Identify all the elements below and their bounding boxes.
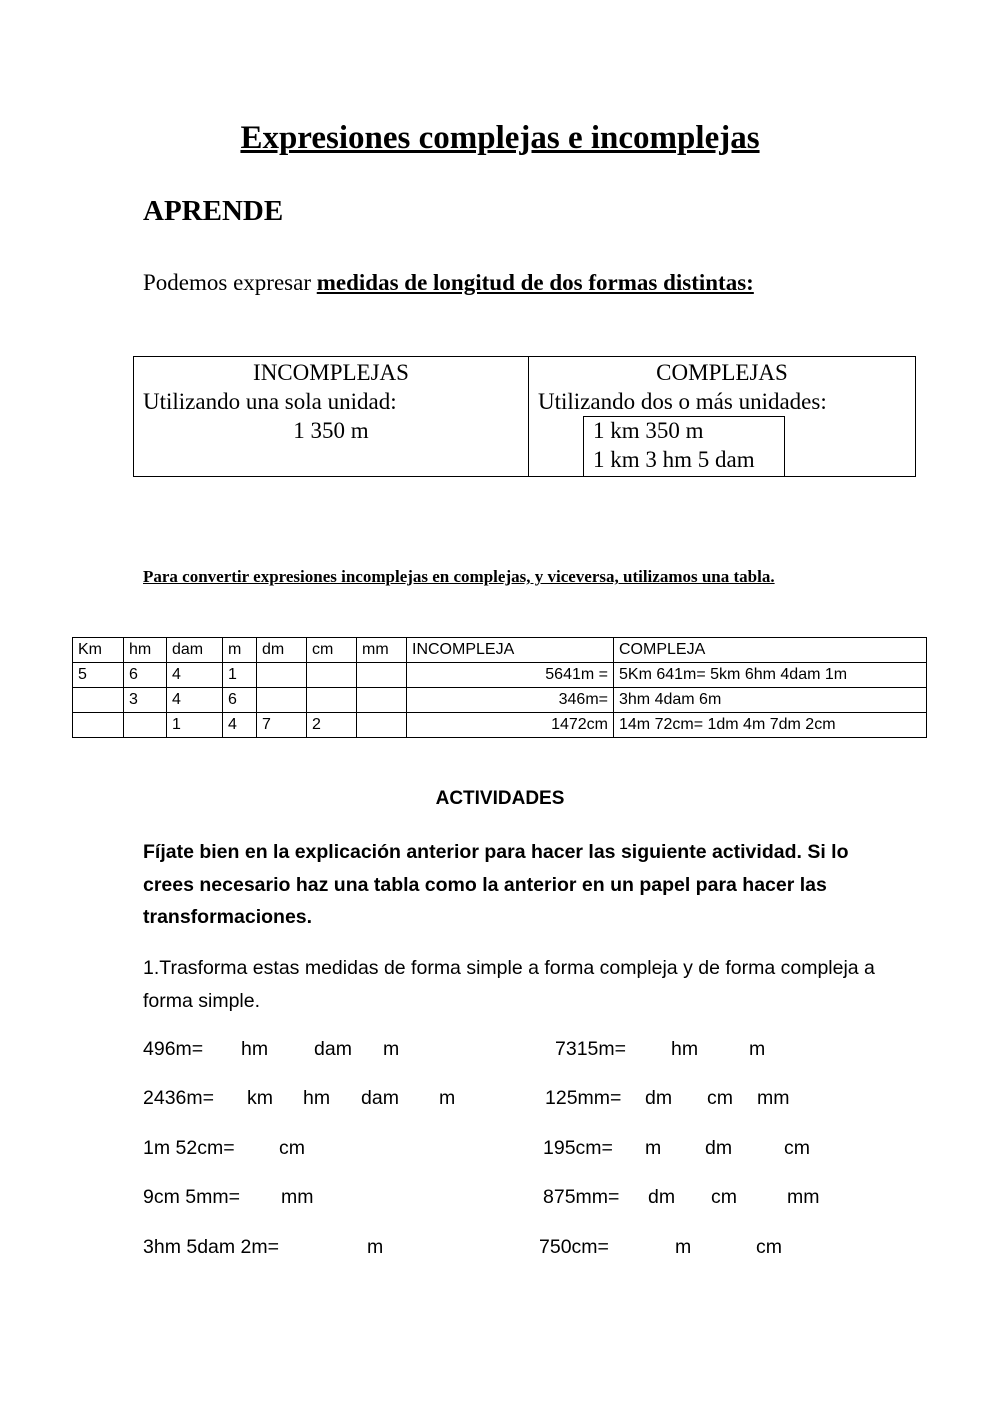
exercise-unit: hm (303, 1087, 331, 1109)
exercise-prompt: 496m= (143, 1038, 204, 1060)
table-header-cell: INCOMPLEJA (407, 638, 614, 663)
table-header-cell: mm (357, 638, 407, 663)
table-row (73, 663, 927, 688)
exercise-unit: dam (361, 1087, 399, 1109)
exercise-unit: dam (314, 1038, 352, 1060)
exercise-prompt: 125mm= (545, 1087, 622, 1109)
convert-note: Para convertir expresiones incomplejas en complejas, y viceversa, utilizamos una tabla. (143, 567, 775, 586)
page-title: Expresiones complejas e incomplejas (240, 120, 760, 156)
exercise-unit: dm (705, 1137, 733, 1159)
exercise-unit: m (367, 1236, 384, 1258)
exercise-unit: mm (757, 1087, 790, 1109)
table-cell: 4 (223, 713, 257, 738)
exercise-prompt: 9cm 5mm= (143, 1186, 240, 1208)
table-cell (257, 663, 307, 688)
exercise-prompt: 7315m= (555, 1038, 627, 1060)
exercise-unit: m (675, 1236, 692, 1258)
exercise-unit: hm (671, 1038, 699, 1060)
incompleja-heading: INCOMPLEJAS (253, 360, 409, 385)
table-row (73, 688, 927, 713)
intro-prefix: Podemos expresar (143, 270, 317, 295)
exercise-prompt: 2436m= (143, 1087, 215, 1109)
exercise-prompt: 3hm 5dam 2m= (143, 1236, 280, 1258)
table-cell (357, 688, 407, 713)
incompleja-example: 1 350 m (293, 418, 369, 443)
table-cell-compleja: 14m 72cm= 1dm 4m 7dm 2cm (614, 713, 927, 738)
table-cell-compleja: 5Km 641m= 5km 6hm 4dam 1m (614, 663, 927, 688)
table-cell-incompleja: 1472cm (407, 713, 614, 738)
exercise-unit: cm (756, 1236, 782, 1258)
table-header-cell: cm (307, 638, 357, 663)
table-cell: 5 (73, 663, 124, 688)
table-cell-incompleja: 5641m = (407, 663, 614, 688)
exercise-unit: cm (707, 1087, 733, 1109)
table-header-cell: dm (257, 638, 307, 663)
table-cell: 6 (124, 663, 167, 688)
activity-task: 1.Trasforma estas medidas de forma simple a forma compleja y de forma compleja a forma simple. (143, 957, 875, 1012)
exercise-unit: hm (241, 1038, 269, 1060)
table-header-row (73, 638, 927, 663)
table-cell: 1 (167, 713, 223, 738)
exercise-unit: mm (281, 1186, 314, 1208)
table-cell (124, 713, 167, 738)
table-header-cell: Km (73, 638, 124, 663)
exercise-unit: m (383, 1038, 400, 1060)
exercise-prompt: 1m 52cm= (143, 1137, 235, 1159)
table-cell-compleja: 3hm 4dam 6m (614, 688, 927, 713)
table-cell: 6 (223, 688, 257, 713)
table-cell: 4 (167, 688, 223, 713)
table-cell: 1 (223, 663, 257, 688)
table-cell (357, 663, 407, 688)
comparison-box (133, 356, 916, 477)
exercise-unit: m (645, 1137, 662, 1159)
table-cell: 3 (124, 688, 167, 713)
exercise-unit: m (749, 1038, 766, 1060)
table-cell-incompleja: 346m= (407, 688, 614, 713)
table-cell (357, 713, 407, 738)
table-cell (73, 713, 124, 738)
table-cell (257, 688, 307, 713)
intro-emphasis: medidas de longitud de dos formas distintas: (316, 270, 754, 295)
exercise-unit: cm (279, 1137, 305, 1159)
exercise-unit: dm (645, 1087, 673, 1109)
table-cell (307, 663, 357, 688)
exercise-unit: km (247, 1087, 273, 1109)
exercise-prompt: 195cm= (543, 1137, 613, 1159)
table-cell: 7 (257, 713, 307, 738)
compleja-example: 1 km 3 hm 5 dam (593, 447, 755, 472)
table-header-cell: COMPLEJA (614, 638, 927, 663)
table-row (73, 713, 927, 738)
exercise-unit: dm (648, 1186, 676, 1208)
activities-heading: ACTIVIDADES (435, 788, 565, 809)
table-cell (73, 688, 124, 713)
incompleja-description: Utilizando una sola unidad: (143, 389, 397, 414)
table-header-cell: m (223, 638, 257, 663)
compleja-heading: COMPLEJAS (656, 360, 788, 385)
table-header-cell: hm (124, 638, 167, 663)
compleja-example: 1 km 350 m (593, 418, 704, 443)
intro-text (143, 270, 754, 296)
section-heading-aprende: APRENDE (143, 195, 284, 227)
table-cell (307, 688, 357, 713)
exercise-prompt: 875mm= (543, 1186, 620, 1208)
table-cell: 2 (307, 713, 357, 738)
exercise-unit: cm (711, 1186, 737, 1208)
compleja-description: Utilizando dos o más unidades: (538, 389, 827, 414)
table-header-cell: dam (167, 638, 223, 663)
conversion-table (72, 637, 927, 738)
exercise-unit: m (439, 1087, 456, 1109)
table-cell: 4 (167, 663, 223, 688)
exercise-prompt: 750cm= (539, 1236, 609, 1258)
exercise-unit: cm (784, 1137, 810, 1159)
exercise-unit: mm (787, 1186, 820, 1208)
activities-instruction: Fíjate bien en la explicación anterior para hacer las siguiente actividad. Si lo crees necesario haz una tabla como la anterior en un papel para hacer las transformaciones. (143, 841, 849, 928)
